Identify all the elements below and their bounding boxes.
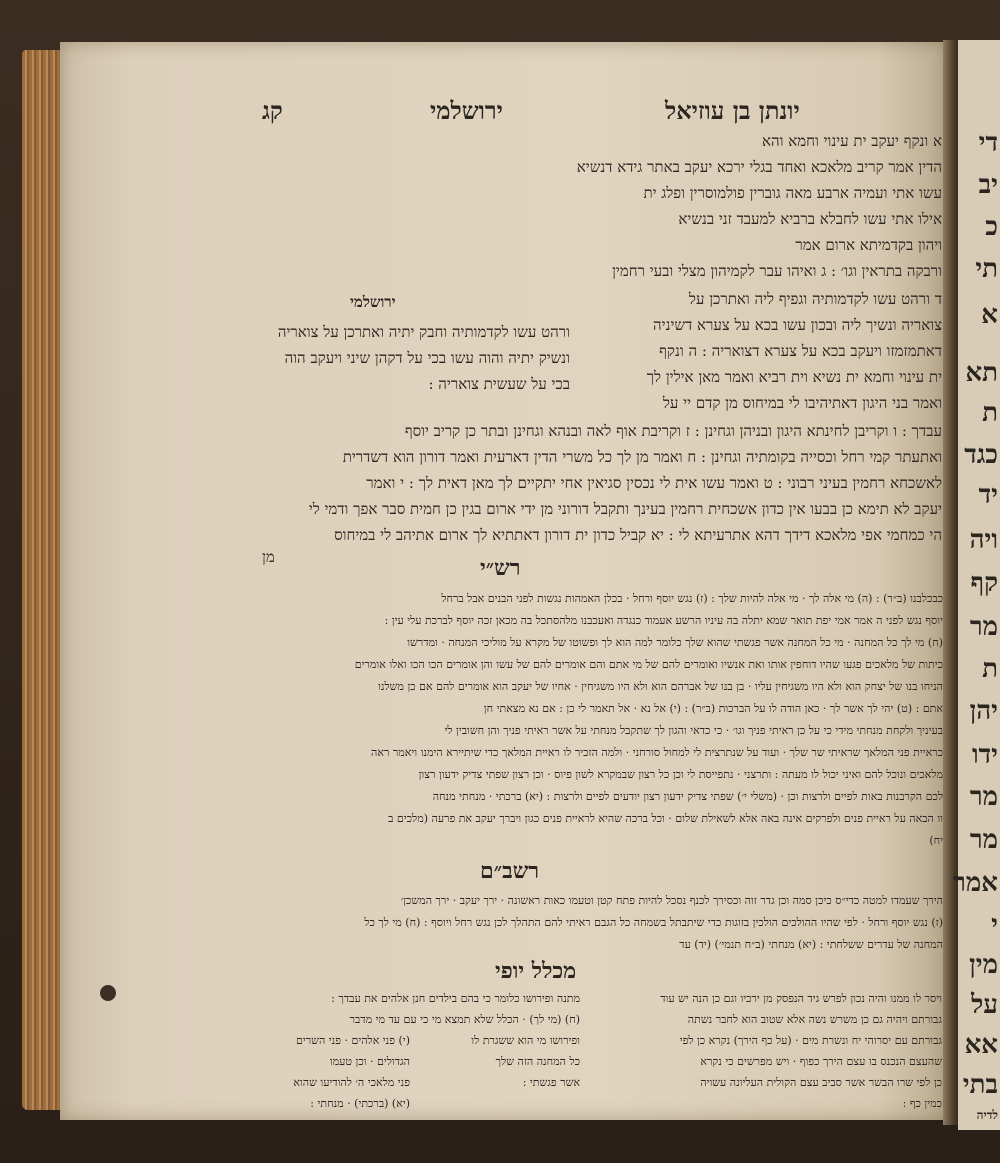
yerushalmi-line: בכי על שעשית צואריה : [428, 375, 570, 393]
next-page-text: א [981, 300, 998, 330]
mikhlal-yofi-line: (יא) (ברכתי) · מנחתי : [310, 1097, 410, 1110]
next-page-text: כ [985, 212, 998, 242]
targum-line: לאשכחא רחמין בעיני רבוני : ט ואמר עשו אית לי נכסין סגיאין אחי יתקיים לך מאן דאית לך : י ואמר [366, 474, 942, 492]
next-page-text: אמר [953, 868, 998, 898]
next-page-text: אא [964, 1030, 998, 1060]
mikhlal-yofi-inner-line: הגדולים · וכן טעמו [329, 1055, 410, 1068]
rashi-line: לכם הקרבנות באות לפיים ולרצות וכן · (משלי י׳) שפתי צדיק ידעון רצון יודעים לפיים ולרצות : (יא) ברכתי · מנחתי מנחה [432, 790, 943, 803]
yerushalmi-line: ורהט עשו לקדמותיה וחבק יתיה ואתרכן על צואריה [277, 323, 570, 341]
next-page-text: יב [978, 170, 998, 200]
mikhlal-yofi-line: ופירושו מי הוא ששגרת לו [471, 1034, 580, 1047]
targum-line: א ונקף יעקב ית עינוי וחמא והא [761, 132, 942, 150]
mikhlal-yofi-line: כן לפי שרו הבשר אשר סביב עצם הקולית העליונה עשויה [700, 1076, 942, 1089]
next-page-fragment [953, 40, 1000, 1130]
header-title-right: יונתן בן עוזיאל [665, 96, 800, 125]
targum-line: דאתמזמזו ויעקב בכא על צערא דצואריה : ה ונקף [659, 342, 942, 360]
mikhlal-yofi-line: מתנה ופירושו כלומר כי בהם בילדים חנן אלהים את עבדך : [331, 992, 580, 1005]
mikhlal-yofi-line: ויסר לו ממנו והיה נכון לפרש גיד הנפסק מן ירכיו וגם כן הנה יש עוד [660, 992, 942, 1005]
mikhlal-yofi-heading: מכלל יופי [495, 958, 577, 984]
next-page-text: י [991, 910, 998, 940]
page-hole [100, 985, 116, 1001]
next-page-text: קף [970, 568, 998, 598]
catchword: מן [262, 548, 275, 566]
rashi-line: בעיניך ולקחת מנחתי מידי כי על כן ראיתי פניך וגו׳ · כי כדאי והגון לך שתקבל מנחתי על אשר ראיתי פניך והן חשובין לי [444, 724, 943, 737]
rashi-line: וו הבאה על ראיית פנים ולפרקים אינה באה אלא לשאילת שלום · וכל ברכה שהיא לראיית פנים כגון ויברך יעקב את פרעה (מלכים ב [388, 812, 943, 825]
next-page-text: כגד [964, 440, 998, 470]
rashi-line: כבכלבנו (ב״ר) : (ה) מי אלה לך · מי אלה להיות שלך : (ז) נגש יוסף ורחל · בכלן האמהות נגשות לפני הבנים אבל ברחל [441, 592, 943, 605]
next-page-text: ויה [969, 525, 998, 555]
targum-line: ויהון בקדמיתא ארום אמר [795, 236, 942, 254]
rashbam-line: הירך שעמדו למטה כדי״ס כיכן סמה וכן גדר זוה וכסירך לכנף נסכל להיות פתח קטן וטעמו כאות ראשונה · ירך יעקב · ירך המשכן׳ [400, 894, 943, 907]
targum-line: ית עינוי וחמא ית נשיא וית רביא ואמר מאן אילין לך [646, 368, 942, 386]
rashbam-line: המחנה של עדרים ששלחתי : (יא) מנחתי (ב״ח תנמי׳) (יד) עד [679, 938, 943, 951]
targum-line: ואתעתר קמי רחל וכסייה בקומתיה וגחינן : ח ואמר מן לך כל משרי הדין דארעית ואמר דורון הוא דשדרית [342, 448, 942, 466]
targum-line: עבדך : ו וקריבן לחינתא היגון ובניהן וגחינן : ז וקריבת אוף לאה ובנהא וגחינן ובתר כן קריב יוסף [404, 422, 942, 440]
yerushalmi-box [235, 285, 570, 395]
next-page-text: מר [969, 782, 998, 812]
rashi-line: יח) [929, 834, 943, 847]
mikhlal-yofi-line: (ח) (מי לך) · הכלל שלא תמצא מי כי עם עד מי מדבר [349, 1013, 580, 1026]
yerushalmi-label: ירושלמי [350, 293, 396, 311]
rashi-line: יוסף נגש לפני ה אמר אמי יפת תואר שמא יתלה בה עיניו הרשע אעמוד כנגדה ואעכבנו מלהסתכל בה מכאן זכה יוסף לברכת עלי עין : [384, 614, 943, 627]
targum-line: אילו אתי עשו לחבלא ברביא למעבד זני בנשיא [678, 210, 942, 228]
next-page-text: ידו [972, 740, 998, 770]
mikhlal-yofi-line: שהעצם הנכנס בו עצם הירך כפוף · ויש מפרשים כי נקרא [700, 1055, 942, 1068]
next-page-text: יהן [969, 696, 998, 726]
rashi-line: אתם : (ט) יהי לך אשר לך · כאן הודה לו על הברכות (ב״ר) : (י) אל נא · אל תאמר לי כן : אם נא מצאתי חן [483, 702, 943, 715]
rashi-line: הניחו בנו של יצחק הוא ולא היו משגיחין עליו · בן בנו של אברהם הוא ולא היו משגיחין · אחיו של יעקב הוא אומרים להם אם כן משלנו [378, 680, 943, 693]
targum-line: הדין אמר קריב מלאכא ואחד בגלי ירכא יעקב באתר גידא דנשיא [576, 158, 942, 176]
next-page-text: תא [965, 358, 998, 388]
rashi-line: מלאכים ונוכל להם ואיני יכול לו מעתה : ותרצני · נתפייסת לי וכן כל רצון שבמקרא לשון פיוס · וכן רצון שפתי צדיק ידעון רצון [418, 768, 943, 781]
rashi-line: כראיית פני המלאך שראיתי שר שלך · ועוד על שנתרצית לי למחול סורחני · ולמה הזכיר לו ראיית המלאך כדי שיתיירא הימנו ויאמר ראה [371, 746, 943, 759]
rashi-line: כיתות של מלאכים פגעו שהיו דוחפין אותו ואת אנשיו ואומרים להם של מי אתם והם אומרים להם של עשו והן אומרים הכו הכו ואלו אומרים [354, 658, 943, 671]
next-page-text: על [971, 990, 998, 1020]
targum-line: הי כמחמי אפי מלאכא דידך דהא אתרעיתא לי : יא קביל כדון ית דורון דאתתיא לך ארום אתיהב לי במיחוס [334, 526, 942, 544]
mikhlal-yofi-inner-line: (י) פני אלהים · פני השרים [296, 1034, 410, 1047]
mikhlal-yofi-inner-line: פני מלאכי ה׳ להודיעו שהוא [293, 1076, 410, 1089]
folio-number: קג [262, 96, 283, 125]
mikhlal-yofi-line: גבורתם ויהיה גם כן משרש נשה אלא שטוב הוא לחבר נשתה [687, 1013, 942, 1026]
targum-line: יעקב לא תימא כן בבעו אין כדון אשכחית רחמין בעינך ותקבל דורוני מן ידי ארום בגין כן חמית סבר אפך ודמי לי [308, 500, 942, 518]
next-page-text: תי [975, 254, 998, 284]
targum-line: ורבקה בתראין וגו׳ : ג ואיהו עבר לקמיהון מצלי ובעי רחמין [612, 262, 942, 280]
next-page-text: די [978, 128, 998, 158]
next-page-text: ת [982, 654, 998, 684]
header-title-center: ירושלמי [430, 96, 503, 125]
rashi-line: (ח) מי לך כל המחנה · מי כל המחנה אשר פגשתי שהוא שלך כלומר למה הוא לך ופשוטו של מקרא על מוליכי המנחה · ומדרשו [407, 636, 943, 649]
rashbam-line: (ז) נגש יוסף ורחל · לפי שהיו ההולכים הולכין בזוגות כדי שיתבתל בשמחה כל הגבם ראיתי להם התהלך לכן נגש רחל ויוסף : (ח) מי לך כל [364, 916, 943, 929]
next-page-text: מר [969, 612, 998, 642]
targum-line: צואריה ונשיך ליה ובכון עשו בכא על צערא דשיניה [653, 316, 942, 334]
yerushalmi-line: ונשיק יתיה והוה עשו בכי על דקהן שיני ויעקב הוה [284, 349, 570, 367]
mikhlal-yofi-line: אשר פגשתי : [522, 1076, 580, 1089]
mikhlal-yofi-line: גבורתם עם יסרוהי יח ונשרת מים · (על כף הירך) נקרא כן לפי [679, 1034, 942, 1047]
next-page-text: לדיה [976, 1108, 998, 1122]
targum-line: עשו אתי ועמיה ארבע מאה גוברין פולמוסרין ופלג ית [643, 184, 942, 202]
next-page-text: בתי [962, 1070, 998, 1100]
rashbam-heading: רשב״ם [480, 858, 540, 884]
rashi-heading: רש״י [480, 555, 521, 581]
next-page-text: ת [982, 398, 998, 428]
next-page-text: מר [969, 825, 998, 855]
next-page-text: יד [978, 480, 998, 510]
mikhlal-yofi-line: כל המחנה הזה שלך [495, 1055, 580, 1068]
targum-line: ד ורהט עשו לקדמותיה וגפיף ליה ואתרכן על [688, 290, 942, 308]
mikhlal-yofi-line: כמין כף : [902, 1097, 942, 1110]
targum-line: ואמר בני היגון דאתיהיבו לי במיחוס מן קדם יי על [662, 394, 942, 412]
next-page-text: מין [969, 950, 998, 980]
